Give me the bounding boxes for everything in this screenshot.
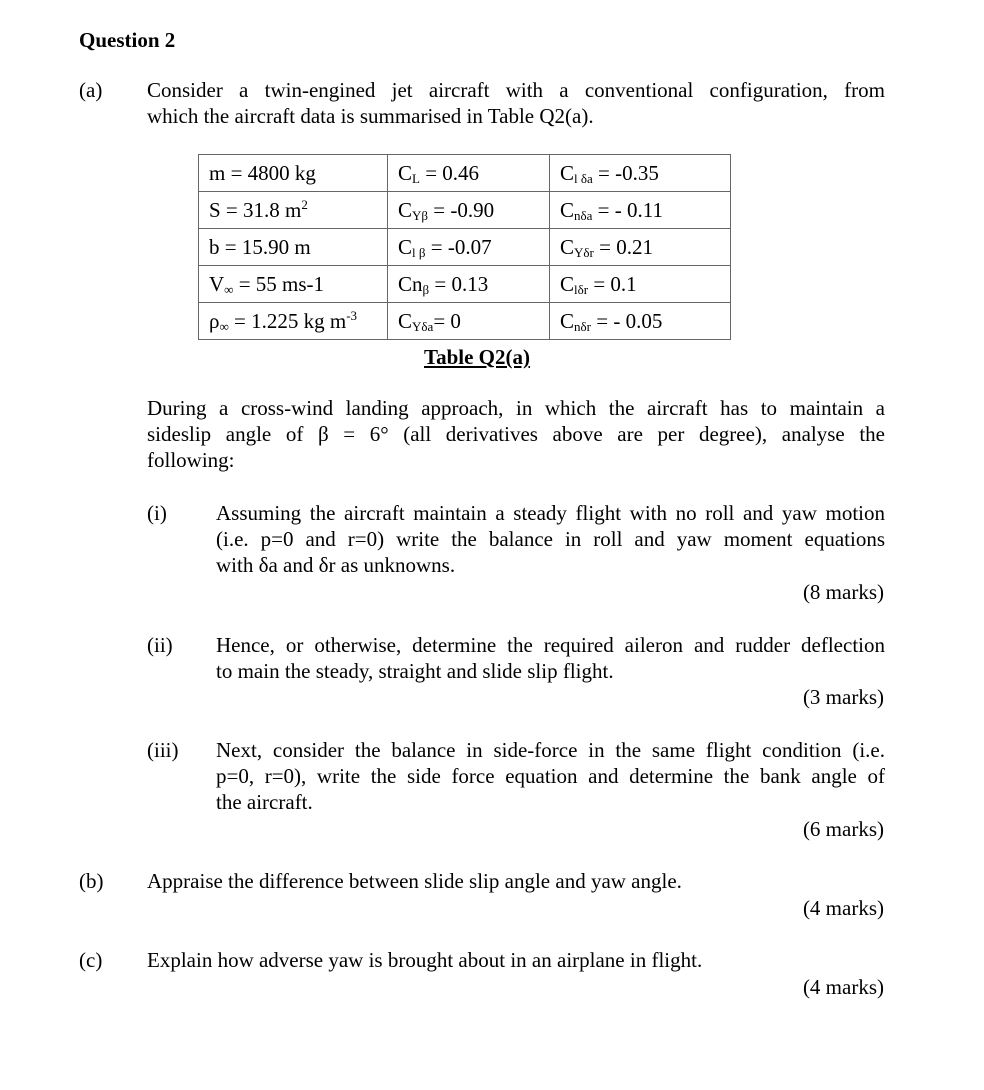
question-heading: Question 2 [79, 28, 176, 52]
table-cell [550, 303, 731, 340]
subpart-ii-text [216, 632, 885, 684]
part-c-marks: (4 marks) [802, 975, 884, 999]
subpart-ii-marks: (3 marks) [802, 685, 884, 709]
table-cell [388, 155, 550, 192]
cell-symbol: C [560, 198, 575, 222]
part-a-label: (a) [79, 78, 103, 102]
subpart-ii-label: (ii) [147, 633, 173, 657]
cell-value: = 0.1 [588, 272, 637, 296]
cell-subscript: ∞ [219, 319, 229, 334]
table-cell [550, 192, 731, 229]
subpart-iii-line2: p=0, r=0), write the side force equation and determine the bank angle of [216, 764, 885, 788]
cell-symbol: S = 31.8 m [209, 198, 302, 222]
cell-subscript: β [422, 282, 430, 297]
subpart-iii-line3: the aircraft. [216, 790, 313, 814]
table-cell [199, 192, 388, 229]
cell-symbol: C [560, 309, 575, 333]
cell-value: = -0.35 [592, 161, 659, 185]
subpart-ii-line2: to main the steady, straight and slide slip flight. [216, 659, 614, 683]
table-row [199, 155, 731, 192]
table-cell [199, 155, 388, 192]
part-a-body-line2: sideslip angle of β = 6° (all derivatives above are per degree), analyse the [147, 422, 885, 446]
cell-value: = 0.46 [419, 161, 480, 185]
cell-value: = - 0.05 [590, 309, 663, 333]
cell-symbol: Cn [398, 272, 423, 296]
table-row [199, 303, 731, 340]
table-caption: Table Q2(a) [424, 345, 530, 369]
part-a-intro [147, 77, 885, 129]
table-cell [199, 303, 388, 340]
cell-value: = 0.13 [429, 272, 489, 296]
cell-symbol: C [560, 272, 575, 296]
subpart-i-line2: (i.e. p=0 and r=0) write the balance in roll and yaw moment equations [216, 527, 885, 551]
table-cell [388, 229, 550, 266]
cell-value: = -0.07 [425, 235, 492, 259]
subpart-iii-label: (iii) [147, 738, 179, 762]
cell-subscript: l δa [574, 171, 593, 186]
cell-subscript: L [412, 171, 420, 186]
table-cell [550, 229, 731, 266]
cell-value: = 55 ms-1 [233, 272, 325, 296]
cell-symbol: m = 4800 kg [209, 161, 316, 185]
part-a-body-line3: following: [147, 448, 235, 472]
cell-subscript: lδr [574, 282, 589, 297]
subpart-ii-line1: Hence, or otherwise, determine the required aileron and rudder deflection [216, 633, 885, 657]
part-b-text: Appraise the difference between slide slip angle and yaw angle. [147, 869, 682, 893]
subpart-iii-text [216, 737, 885, 815]
part-c-text: Explain how adverse yaw is brought about in an airplane in flight. [147, 948, 703, 972]
cell-symbol: C [398, 235, 413, 259]
table-cell [199, 266, 388, 303]
cell-value: = -0.90 [428, 198, 495, 222]
subpart-i-text [216, 500, 885, 578]
aircraft-data-table [198, 154, 731, 340]
subpart-i-line3: with δa and δr as unknowns. [216, 553, 456, 577]
cell-symbol: b = 15.90 m [209, 235, 311, 259]
table-cell [388, 303, 550, 340]
part-a-body [147, 395, 885, 473]
cell-symbol: C [560, 161, 575, 185]
cell-value: = - 0.11 [592, 198, 663, 222]
table-row [199, 266, 731, 303]
part-b-marks: (4 marks) [802, 896, 884, 920]
subpart-i-label: (i) [147, 501, 167, 525]
cell-subscript: Yδr [574, 245, 594, 260]
cell-subscript: ∞ [224, 282, 234, 297]
part-a-intro-line1: Consider a twin-engined jet aircraft with a conventional configuration, from [147, 78, 885, 102]
cell-value: = 0.21 [593, 235, 653, 259]
cell-symbol: C [398, 309, 413, 333]
table-cell [550, 266, 731, 303]
part-a-intro-line2: which the aircraft data is summarised in Table Q2(a). [147, 104, 594, 128]
table-cell [199, 229, 388, 266]
subpart-iii-marks: (6 marks) [802, 817, 884, 841]
part-b-label: (b) [79, 869, 104, 893]
table-cell [388, 192, 550, 229]
subpart-iii-line1: Next, consider the balance in side-force in the same flight condition (i.e. [216, 738, 885, 762]
subpart-i-marks: (8 marks) [802, 580, 884, 604]
subpart-i-line1: Assuming the aircraft maintain a steady flight with no roll and yaw motion [216, 501, 885, 525]
cell-subscript: nδr [574, 319, 591, 334]
cell-value: = 0 [433, 309, 461, 333]
cell-subscript: l β [412, 245, 426, 260]
cell-value: = 1.225 kg m [228, 309, 347, 333]
cell-symbol: C [560, 235, 575, 259]
cell-superscript: -3 [346, 308, 358, 323]
part-a-body-line1: During a cross-wind landing approach, in which the aircraft has to maintain a [147, 396, 885, 420]
cell-superscript: 2 [301, 197, 308, 212]
cell-subscript: nδa [574, 208, 593, 223]
cell-symbol: ρ [209, 309, 220, 333]
cell-symbol: C [398, 198, 413, 222]
table-cell [388, 266, 550, 303]
part-c-label: (c) [79, 948, 103, 972]
cell-subscript: Yδa [412, 319, 434, 334]
cell-symbol: V [209, 272, 225, 296]
table-row [199, 192, 731, 229]
cell-subscript: Yβ [412, 208, 429, 223]
table-row [199, 229, 731, 266]
table-cell [550, 155, 731, 192]
cell-symbol: C [398, 161, 413, 185]
